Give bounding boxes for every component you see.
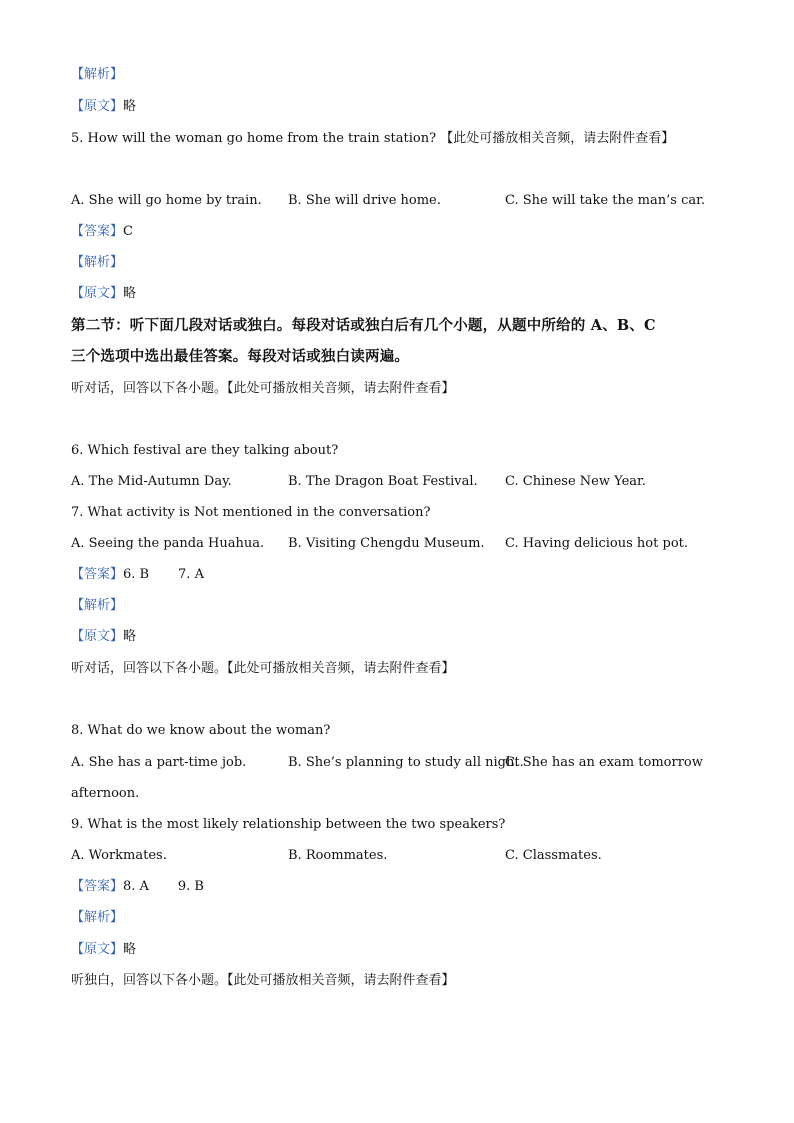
q5-option-c: C. She will take the man’s car. (505, 193, 706, 208)
original-text-line (71, 98, 136, 116)
answer-label: 【答案】 (71, 879, 124, 894)
monologue-instruction: 听独白，回答以下各小题。【此处可播放相关音频，请去附件查看】 (71, 973, 455, 988)
section-2-heading-line-1: 第二节：听下面几段对话或独白。每段对话或独白后有几个小题，从题中所给的 A、B、C (71, 317, 656, 334)
original-text-value: 略 (123, 629, 137, 644)
analysis-label: 【解析】 (71, 67, 124, 82)
q8-option-a: A. She has a part-time job. (71, 755, 247, 770)
question-6: 6. Which festival are they talking about? (71, 443, 339, 458)
question-7: 7. What activity is Not mentioned in the conversation? (71, 505, 431, 520)
original-text-label: 【原文】 (71, 286, 124, 301)
original-text-value: 略 (123, 942, 137, 957)
analysis-label: 【解析】 (71, 598, 124, 613)
q7-option-b: B. Visiting Chengdu Museum. (288, 536, 485, 551)
q9-option-b: B. Roommates. (288, 848, 388, 863)
answer-value: 8. A 9. B (123, 879, 204, 894)
question-9: 9. What is the most likely relationship between the two speakers? (71, 817, 506, 832)
q8-option-c-continued: afternoon. (71, 786, 140, 801)
original-text-line (71, 628, 136, 646)
analysis-label: 【解析】 (71, 255, 124, 270)
dialog-2-instruction: 听对话，回答以下各小题。【此处可播放相关音频，请去附件查看】 (71, 661, 455, 676)
original-text-label: 【原文】 (71, 942, 124, 957)
answer-line (71, 223, 133, 241)
q5-option-b: B. She will drive home. (288, 193, 441, 208)
original-text-value: 略 (123, 286, 137, 301)
answer-label: 【答案】 (71, 567, 124, 582)
answer-label: 【答案】 (71, 224, 124, 239)
original-text-line (71, 285, 136, 303)
section-2-heading-line-2: 三个选项中选出最佳答案。每段对话或独白读两遍。 (71, 348, 410, 365)
question-5: 5. How will the woman go home from the train station? 【此处可播放相关音频，请去附件查看】 (71, 131, 675, 146)
original-text-label: 【原文】 (71, 629, 124, 644)
q9-option-a: A. Workmates. (71, 848, 167, 863)
question-8: 8. What do we know about the woman? (71, 723, 331, 738)
q6-option-c: C. Chinese New Year. (505, 474, 646, 489)
dialog-1-instruction: 听对话，回答以下各小题。【此处可播放相关音频，请去附件查看】 (71, 381, 455, 396)
q6-option-b: B. The Dragon Boat Festival. (288, 474, 478, 489)
original-text-label: 【原文】 (71, 99, 124, 114)
q5-option-a: A. She will go home by train. (71, 193, 262, 208)
analysis-label: 【解析】 (71, 910, 124, 925)
q7-option-c: C. Having delicious hot pot. (505, 536, 688, 551)
q8-option-c: C. She has an exam tomorrow (505, 755, 703, 770)
q6-option-a: A. The Mid-Autumn Day. (71, 474, 232, 489)
q8-option-b: B. She’s planning to study all night. (288, 755, 524, 770)
q7-option-a: A. Seeing the panda Huahua. (71, 536, 265, 551)
answer-line (71, 566, 204, 584)
q9-option-c: C. Classmates. (505, 848, 602, 863)
answer-value: C (123, 224, 133, 239)
answer-line (71, 878, 204, 896)
original-text-value: 略 (123, 99, 137, 114)
original-text-line (71, 941, 136, 959)
answer-value: 6. B 7. A (123, 567, 204, 582)
